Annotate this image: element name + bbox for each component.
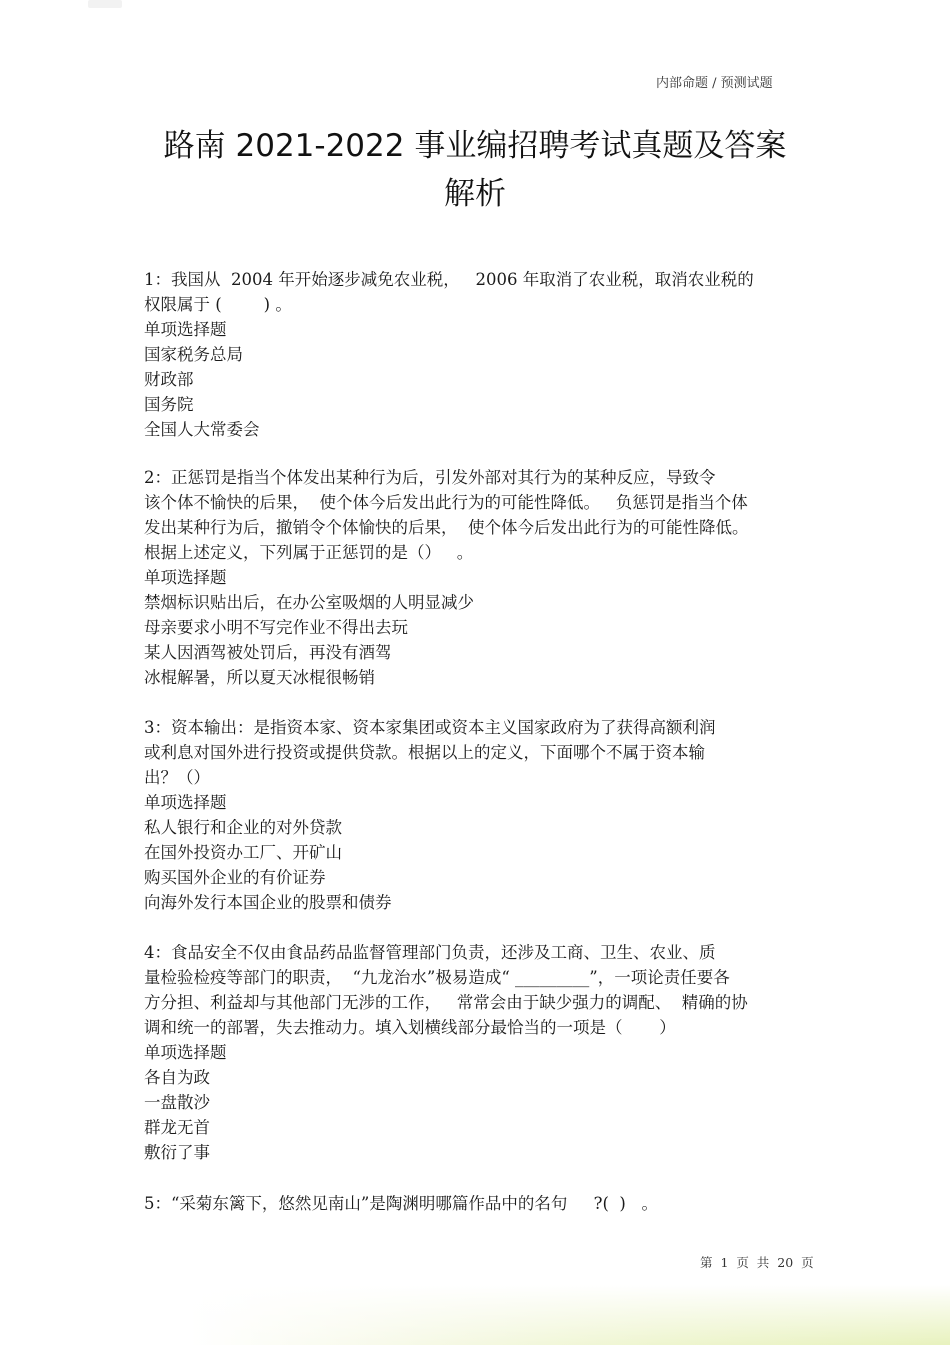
decorative-footer-band <box>0 1285 950 1345</box>
top-mark <box>88 0 122 8</box>
answer-option: 各自为政 <box>144 1068 210 1087</box>
title-line-1: 路南 2021-2022 事业编招聘考试真题及答案 <box>163 128 787 164</box>
question-type: 单项选择题 <box>144 568 227 587</box>
question-text: 4：食品安全不仅由食品药品监督管理部门负责，还涉及工商、卫生、农业、质 <box>144 943 716 962</box>
question-type: 单项选择题 <box>144 1043 227 1062</box>
question-5 <box>144 1191 814 1216</box>
answer-option: 冰棍解暑，所以夏天冰棍很畅销 <box>144 668 375 687</box>
question-1 <box>144 267 814 442</box>
answer-option: 某人因酒驾被处罚后，再没有酒驾 <box>144 643 392 662</box>
question-text: 权限属于 ( ) 。 <box>144 295 292 314</box>
answer-option: 群龙无首 <box>144 1118 210 1137</box>
question-text: 该个体不愉快的后果， 使个体今后发出此行为的可能性降低。 负惩罚是指当个体 <box>144 493 748 512</box>
answer-option: 财政部 <box>144 370 194 389</box>
page-number: 第 1 页 共 20 页 <box>700 1255 814 1270</box>
question-text: 方分担、利益却与其他部门无涉的工作， 常常会由于缺少强力的调配、 精确的协 <box>144 993 748 1012</box>
question-text: 发出某种行为后，撤销令个体愉快的后果， 使个体今后发出此行为的可能性降低。 <box>144 518 749 537</box>
question-text: 5：“采菊东篱下，悠然见南山”是陶渊明哪篇作品中的名句 ?( ) 。 <box>144 1194 659 1213</box>
question-4 <box>144 940 814 1165</box>
answer-option: 全国人大常委会 <box>144 420 260 439</box>
question-text: 根据上述定义，下列属于正惩罚的是（） 。 <box>144 543 474 562</box>
answer-option: 禁烟标识贴出后，在办公室吸烟的人明显减少 <box>144 593 474 612</box>
question-text: 出？（） <box>144 768 210 787</box>
answer-option: 一盘散沙 <box>144 1093 210 1112</box>
document-title <box>120 122 830 218</box>
question-text: 量检验检疫等部门的职责， “九龙治水”极易造成“ _________”，一项论责任要各 <box>144 968 730 987</box>
question-text: 或利息对国外进行投资或提供贷款。根据以上的定义，下面哪个不属于资本输 <box>144 743 705 762</box>
answer-option: 私人银行和企业的对外贷款 <box>144 818 342 837</box>
header-note: 内部命题 / 预测试题 <box>656 76 773 91</box>
answer-option: 国家税务总局 <box>144 345 243 364</box>
question-text: 2：正惩罚是指当个体发出某种行为后，引发外部对其行为的某种反应，导致令 <box>144 468 716 487</box>
answer-option: 在国外投资办工厂、开矿山 <box>144 843 342 862</box>
question-text: 1：我国从 2004 年开始逐步减免农业税， 2006 年取消了农业税，取消农业税的 <box>144 270 754 289</box>
question-2 <box>144 465 814 690</box>
question-type: 单项选择题 <box>144 320 227 339</box>
question-type: 单项选择题 <box>144 793 227 812</box>
question-text: 调和统一的部署，失去推动力。填入划横线部分最恰当的一项是（ ） <box>144 1018 676 1037</box>
answer-option: 母亲要求小明不写完作业不得出去玩 <box>144 618 408 637</box>
question-text: 3：资本输出：是指资本家、资本家集团或资本主义国家政府为了获得高额利润 <box>144 718 716 737</box>
answer-option: 敷衍了事 <box>144 1143 210 1162</box>
answer-option: 国务院 <box>144 395 194 414</box>
question-3 <box>144 715 814 915</box>
answer-option: 购买国外企业的有价证券 <box>144 868 326 887</box>
title-line-2: 解析 <box>444 176 506 212</box>
answer-option: 向海外发行本国企业的股票和债券 <box>144 893 392 912</box>
